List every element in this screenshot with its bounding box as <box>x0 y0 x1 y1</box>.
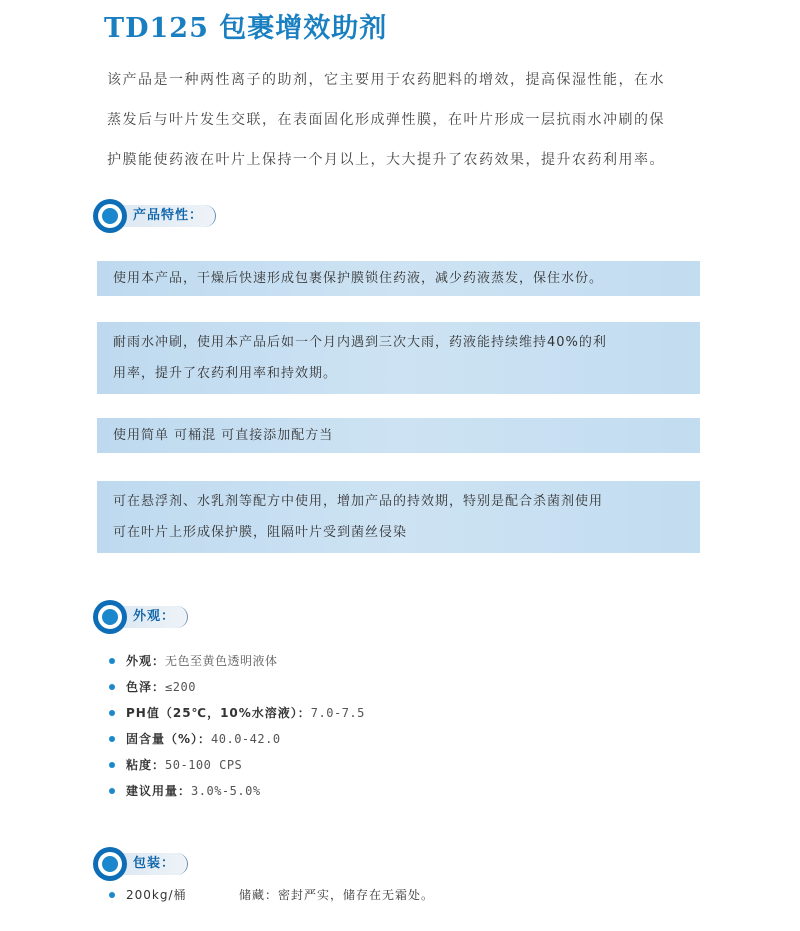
bullet-dot-icon <box>109 710 115 716</box>
spec-item: 建议用量：3.0%-5.0% <box>109 778 365 804</box>
feature-text: 可在悬浮剂、水乳剂等配方中使用，增加产品的持效期，特别是配合杀菌剂使用 <box>113 494 604 509</box>
feature-text: 使用简单 可桶混 可直接添加配方当 <box>113 428 334 443</box>
packaging-heading: 包装： <box>113 853 188 875</box>
bullet-dot-icon <box>109 684 115 690</box>
storage-note: 储藏：密封严实，储存在无霜处。 <box>239 888 435 902</box>
feature-card <box>97 481 700 553</box>
intro-paragraph <box>107 60 707 180</box>
bullet-dot-icon <box>109 658 115 664</box>
packaging-size: 200kg/桶 <box>126 888 187 902</box>
target-circle-icon <box>93 199 127 233</box>
spec-item: 粘度：50-100 CPS <box>109 752 365 778</box>
feature-text: 使用本产品，干燥后快速形成包裹保护膜锁住药液，减少药液蒸发，保住水份。 <box>113 271 604 286</box>
bullet-dot-icon <box>109 788 115 794</box>
packaging-item <box>109 882 435 908</box>
target-circle-icon <box>93 600 127 634</box>
intro-line: 蒸发后与叶片发生交联，在表面固化形成弹性膜，在叶片形成一层抗雨水冲刷的保 <box>107 112 665 128</box>
features-heading: 产品特性： <box>113 205 216 227</box>
spec-item: 固含量（%）：40.0-42.0 <box>109 726 365 752</box>
feature-card <box>97 261 700 296</box>
bullet-dot-icon <box>109 736 115 742</box>
intro-line: 该产品是一种两性离子的助剂，它主要用于农药肥料的增效，提高保湿性能，在水 <box>107 72 665 88</box>
feature-card <box>97 322 700 394</box>
target-circle-icon <box>93 847 127 881</box>
page-title: TD125 包裹增效助剂 <box>104 13 388 44</box>
intro-line: 护膜能使药液在叶片上保持一个月以上，大大提升了农药效果，提升农药利用率。 <box>107 152 665 168</box>
spec-item: PH值（25℃，10%水溶液）：7.0-7.5 <box>109 700 365 726</box>
feature-text: 耐雨水冲刷，使用本产品后如一个月内遇到三次大雨，药液能持续维持40%的利 <box>113 335 607 350</box>
feature-card <box>97 418 700 453</box>
spec-item: 外观：无色至黄色透明液体 <box>109 648 365 674</box>
feature-text: 可在叶片上形成保护膜，阻隔叶片受到菌丝侵染 <box>113 525 408 540</box>
bullet-dot-icon <box>109 762 115 768</box>
bullet-dot-icon <box>109 892 115 898</box>
feature-text: 用率，提升了农药利用率和持效期。 <box>113 366 338 381</box>
spec-item: 色泽：≤200 <box>109 674 365 700</box>
appearance-heading: 外观： <box>113 606 188 628</box>
spec-list <box>109 648 365 804</box>
